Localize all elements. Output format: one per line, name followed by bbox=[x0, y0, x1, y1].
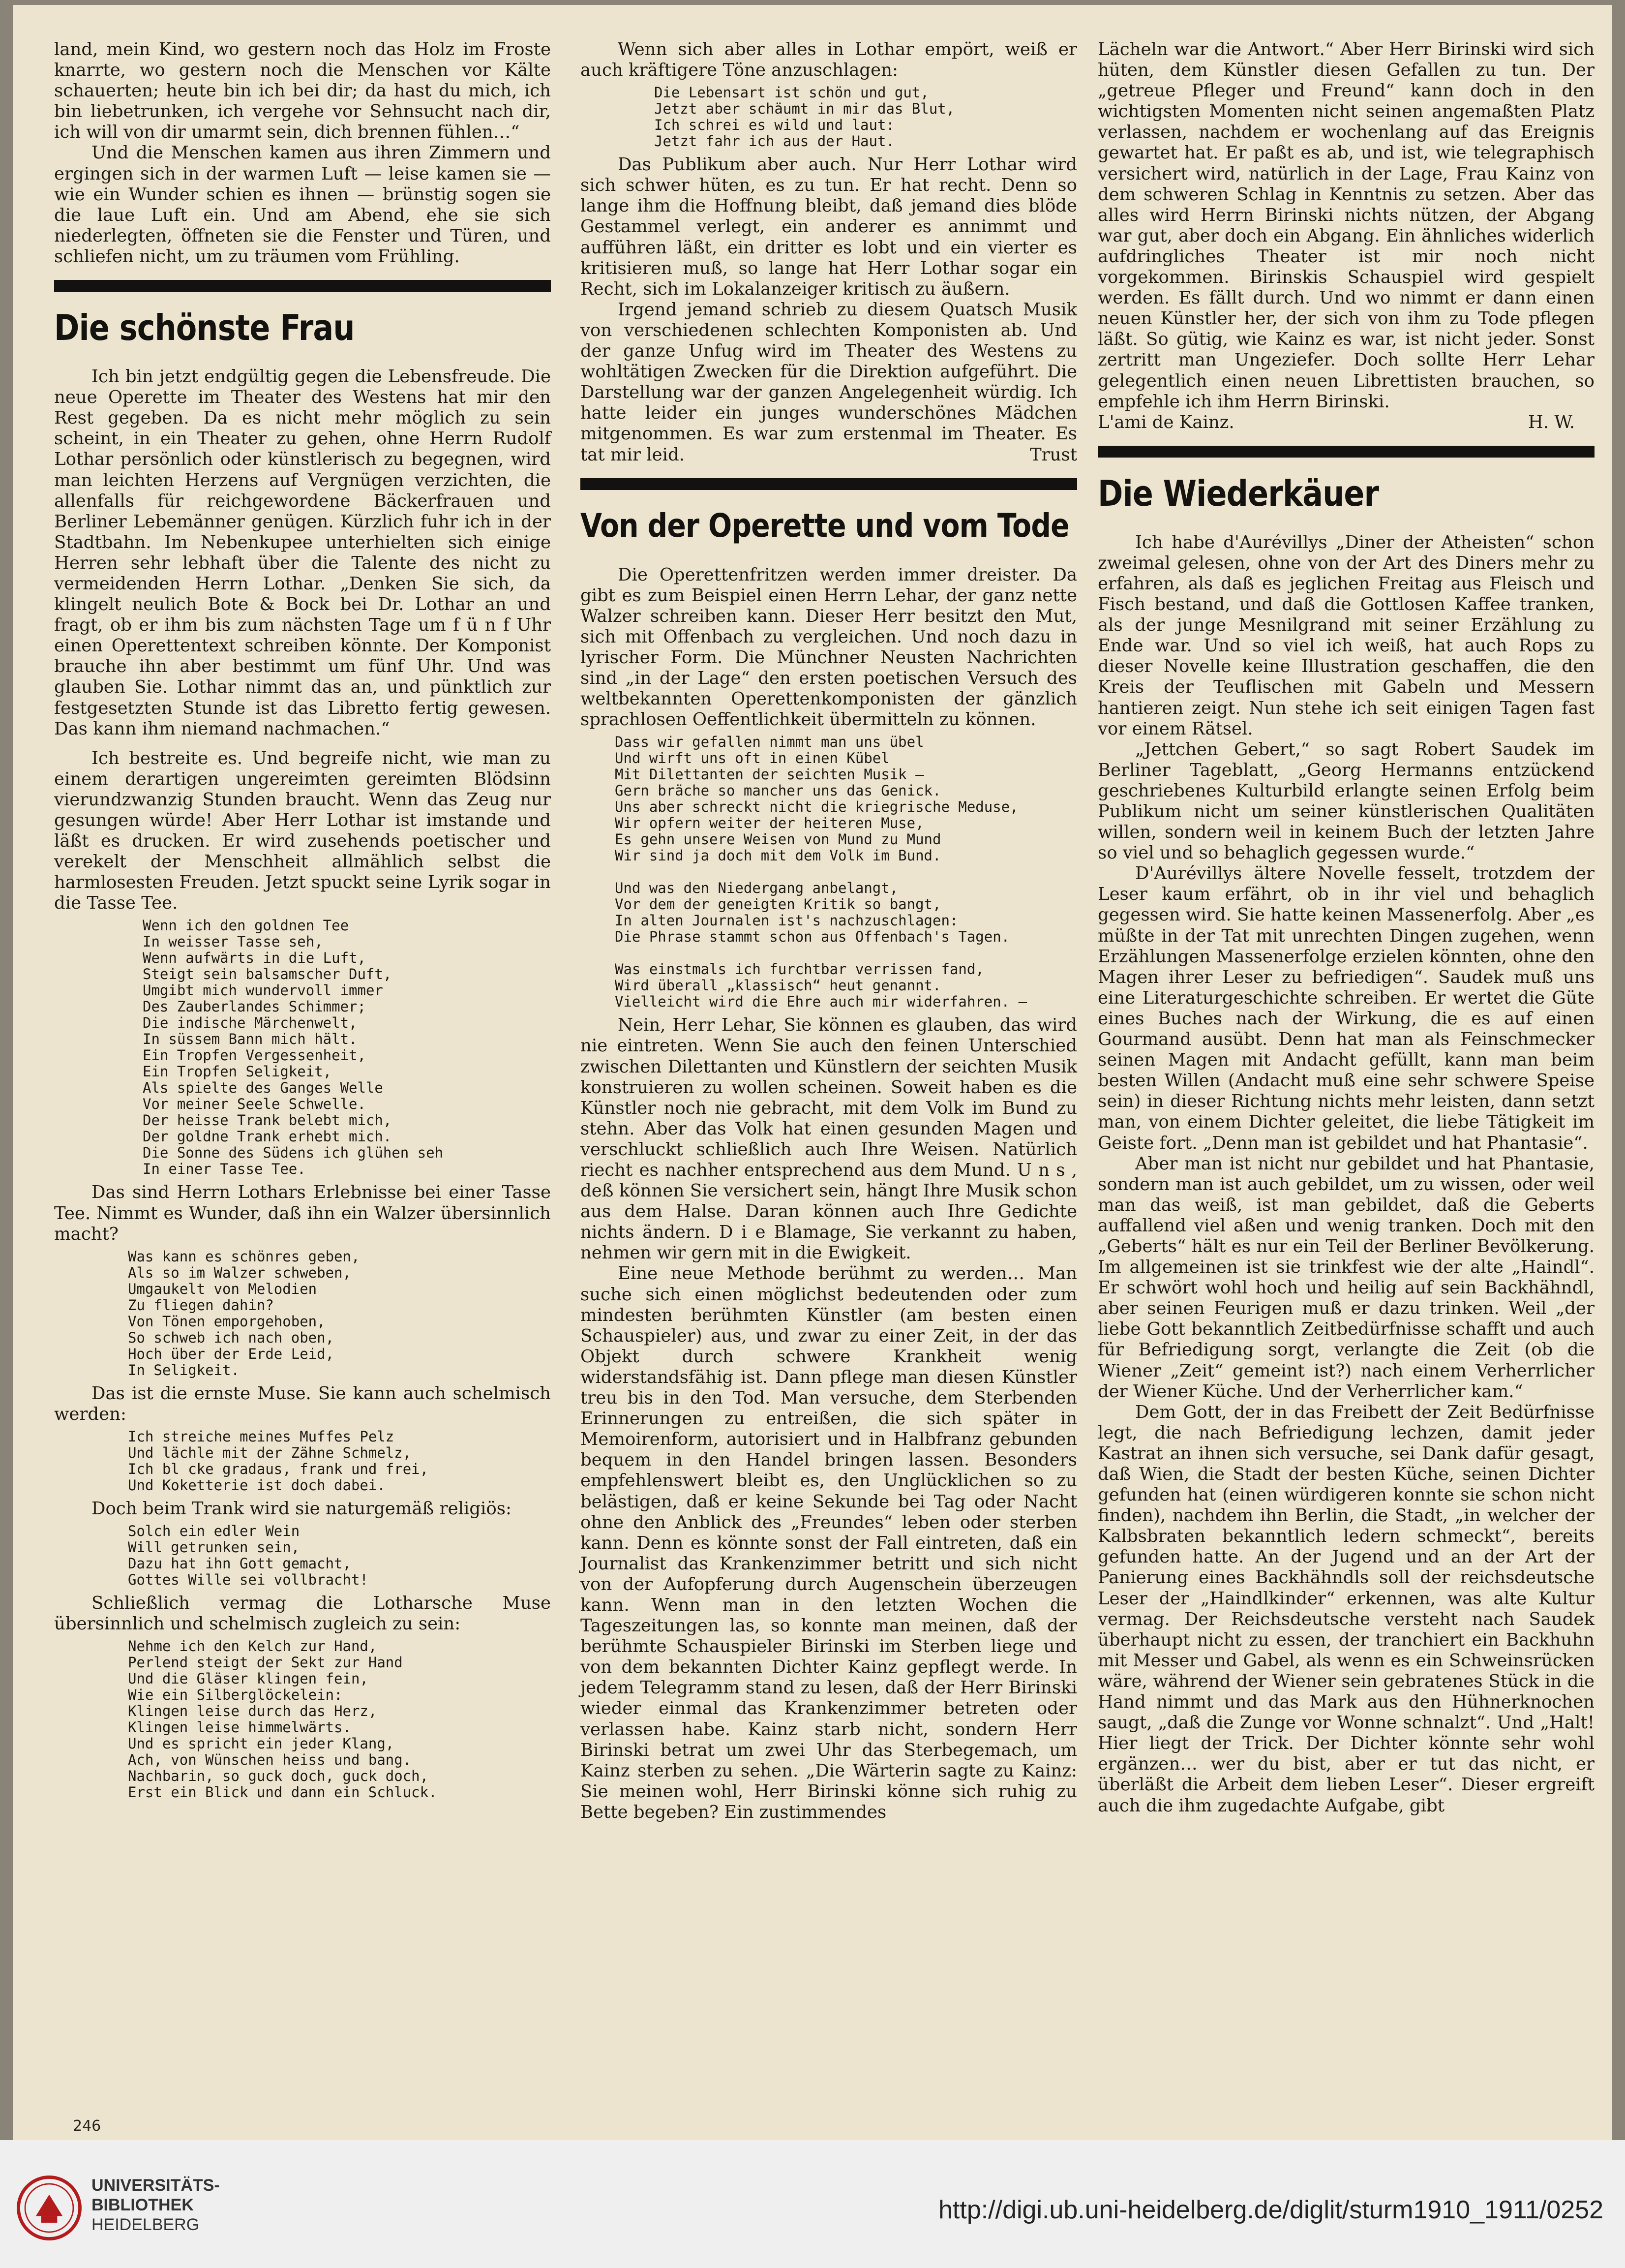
verse-line: Will getrunken sein, bbox=[128, 1539, 300, 1556]
body-paragraph: Eine neue Methode berühmt zu werden… Man suche sich einen möglichst bedeutenden oder zum mindesten berühmten Künstler (am besten einen Schauspieler) aus, und zwar zu einer Zeit, in der das Objekt durch schwere Krankheit wenig widerstandsfähig ist. Dann pflege man diesen Künstler treu bis in den Tod. Man versuche, dem Sterbenden Erinnerungen zu entreißen, die sich später in Memoirenform, autorisiert und in Halbfranz gebunden bequem in den Handel bringen lassen. Besonders empfehlenswert bleibt es, den Unglücklichen so zu belästigen, daß er keine Sekunde bei Tag oder Nacht ohne den Anblick des „Freundes“ leben oder sterben kann. Denn es könnte sonst der Fall eintreten, daß ein Journalist das Krankenzimmer betritt und sich nicht von der Aufopferung durch Augenschein überzeugen kann. Wenn man in den letzten Wochen die Tageszeitungen las, so konnte man meinen, daß der berühmte Schauspieler Birinski im Sterben liege und von dem bekannten Dichter Kainz gepflegt werde. In jedem Telegramm stand zu lesen, daß der Herr Birinski wieder einmal das Krankenzimmer betreten oder verlassen habe. Kainz starb nicht, sondern Herr Birinski betrat um zwei Uhr das Sterbegemach, um Kainz sterben zu sehen. „Die Wärterin sagte zu Kainz: Sie meinen wohl, Herr Birinski könne sich ruhig zu Bette begeben? Ein zustimmendes bbox=[580, 1263, 1077, 1822]
verse-lebensart bbox=[580, 85, 1077, 150]
verse-line: Die Lebensart ist schön und gut, bbox=[654, 84, 929, 101]
verse-line: Des Zauberlandes Schimmer; bbox=[143, 998, 366, 1015]
verse-line: Solch ein edler Wein bbox=[128, 1523, 300, 1540]
verse-line: Wenn aufwärts in die Luft, bbox=[143, 950, 366, 967]
verse-line: Ein Tropfen Seligkeit, bbox=[143, 1063, 332, 1080]
university-seal-icon bbox=[16, 2175, 83, 2241]
verse-muff bbox=[54, 1429, 551, 1494]
body-paragraph: Ich habe d'Aurévillys „Diner der Atheisten“ schon zweimal gelesen, ohne von der Art des Diners mehr zu erfahren, als daß es jeglichen Freitag aus Fleisch und Fisch bestand, und daß die Gottlosen Kaffee tranken, als der junge Mesnilgrand mit seiner Erzählung zu Ende war. Und so viel ich weiß, hat auch Rops zu dieser Novelle keine Illustration geschaffen, die den Kreis der Teuflischen mit Gabeln und Messern hantieren zeigt. Nun stehe ich seit einigen Tagen fast vor einem Rätsel. bbox=[1098, 532, 1595, 739]
verse-line: In einer Tasse Tee. bbox=[143, 1161, 306, 1178]
verse-line: Uns aber schreckt nicht die kriegrische Meduse, bbox=[615, 798, 1019, 816]
verse-wein bbox=[54, 1523, 551, 1588]
body-paragraph: Aber man ist nicht nur gebildet und hat Phantasie, sondern man ist auch gebildet, um zu wissen, oder weil man das weiß, ist man gebildet, daß die Geberts auffallend viel aßen und wenig tranken. Doch mit den „Geberts“ hält es nur ein Teil der Berliner Bevölkerung. Im allgemeinen ist sie trinkfest wie der alte „Haindl“. Er schwört wohl hoch und heilig auf sein Backhähndl, aber seinen Feurigen muß er dazu trinken. Weil „der liebe Gott bekanntlich Zeitbedürfnisse schafft und auch für Befriedigung sorgt, verlangte die Zeit (ob die Wiener „Zeit“ gemeint ist?) nach einem Verherrlicher der Wiener Küche. Und der Verherrlicher kam.“ bbox=[1098, 1153, 1595, 1402]
verse-line: Vor dem der geneigten Kritik so bangt, bbox=[615, 896, 941, 913]
signature-row bbox=[1098, 412, 1595, 433]
intro-paragraph: land, mein Kind, wo gestern noch das Holz im Froste knarrte, wo gestern noch die Menschen vor Kälte schauerten; heute bin ich bei dir; da hast du mich, ich bin liebetrunken, ich vergehe vor Sehnsucht nach dir, ich will von dir umarmt sein, dich brennen fühlen…“ bbox=[54, 39, 551, 143]
signature-right: H. W. bbox=[1528, 412, 1575, 432]
verse-line: Umgaukelt von Melodien bbox=[128, 1280, 317, 1297]
verse-line: Umgibt mich wundervoll immer bbox=[143, 982, 383, 999]
signature-left: L'ami de Kainz. bbox=[1098, 412, 1234, 432]
verse-line: Was einstmals ich furchtbar verrissen fand, bbox=[615, 961, 984, 978]
footer-bar bbox=[0, 2140, 1625, 2268]
page-number: 246 bbox=[73, 2117, 101, 2135]
verse-line: So schweb ich nach oben, bbox=[128, 1329, 334, 1346]
verse-line: Gern bräche so mancher uns das Genick. bbox=[615, 782, 941, 799]
verse-line: Der goldne Trank erhebt mich. bbox=[143, 1128, 392, 1145]
verse-line: Erst ein Blick und dann ein Schluck. bbox=[128, 1784, 437, 1801]
section-divider bbox=[54, 280, 551, 292]
verse-line: Wie ein Silberglöckelein: bbox=[128, 1686, 343, 1704]
body-paragraph: D'Aurévillys ältere Novelle fesselt, trotzdem der Leser kaum erfährt, ob in ihr viel und behaglich gegessen wird. Sie hatte keinen Massenerfolg. Aber „es müßte in der Tat mit unrechten Dingen zugehen, wenn Erzählungen Massenerfolge erzielen könnten, ohne den Magen ihrer Leser zu befriedigen“. Saudek muß uns eine Literaturgeschichte schreiben. Er wertet die Güte eines Buches nach der Wirkung, die es auf einen Gourmand ausübt. Denn hat man als Feinschmecker seinen Magen mit Andacht gefüllt, kann man beim besten Willen (Andacht muß eine sehr schwere Speise sein) in dieser Richtung nichts mehr leisten, dann setzt man, von einem Dichter geleitet, die liebe Tätigkeit im Geiste fort. „Denn man ist gebildet und hat Phantasie“. bbox=[1098, 863, 1595, 1153]
verse-line: Als spielte des Ganges Welle bbox=[143, 1079, 383, 1097]
article-headline-schoenste-frau: Die schönste Frau bbox=[54, 307, 355, 349]
verse-line: Nehme ich den Kelch zur Hand, bbox=[128, 1638, 377, 1655]
article-headline-operette: Von der Operette und vom Tode bbox=[580, 506, 1069, 545]
verse-line: Es gehn unsere Weisen von Mund zu Mund bbox=[615, 831, 941, 848]
verse-line: Hoch über der Erde Leid, bbox=[128, 1345, 334, 1362]
institution-line-3: HEIDELBERG bbox=[91, 2215, 200, 2234]
verse-line bbox=[615, 945, 1077, 961]
verse-line: Und Koketterie ist doch dabei. bbox=[128, 1476, 386, 1494]
verse-line: Klingen leise durch das Herz, bbox=[128, 1703, 377, 1720]
verse-line: Von Tönen emporgehoben, bbox=[128, 1313, 326, 1330]
body-paragraph: Das Publikum aber auch. Nur Herr Lothar wird sich schwer hüten, es zu tun. Er hat recht. Denn so lange ihm die Hoffnung bleibt, daß jemand dies blöde Gestammel verlegt, ein anderer es annimmt und aufführen läßt, ein dritter es lobt und ein vierter es kritisieren muß, so lange hat Herr Lothar sogar ein Recht, sich im Lokalanzeiger kritisch zu äußern. bbox=[580, 154, 1077, 299]
verse-line: Und die Gläser klingen fein, bbox=[128, 1670, 368, 1687]
body-paragraph: Doch beim Trank wird sie naturgemäß religiös: bbox=[91, 1498, 512, 1519]
verse-line: Perlend steigt der Sekt zur Hand bbox=[128, 1654, 403, 1671]
body-paragraph: Lächeln war die Antwort.“ Aber Herr Birinski wird sich hüten, dem Künstler diesen Gefallen zu tun. Der „getreue Pfleger und Freund“ kann doch in den wichtigsten Momenten nicht seinen angemaßten Platz verlassen, nachdem er wochenlang auf das Ereignis gewartet hat. Er paßt es ab, und ist, wie telegraphisch versichert wird, natürlich in der Lage, Frau Kainz von dem schweren Schlag in Kenntnis zu setzen. Aber das alles wird Herrn Birinski nichts nützen, der Abgang war gut, aber doch ein Abgang. Ein ähnliches widerlich aufdringliches Theater ist mir noch nicht vorgekommen. Birinskis Schauspiel wird gespielt werden. Es fällt durch. Und wo nimmt er dann einen neuen Künstler her, der sich von ihm zu Tode pflegen läßt. So gütig, wie Kainz es war, ist nicht jeder. Sonst zertritt man Ungeziefer. Doch sollte Herr Lehar gelegentlich einen neuen Librettisten brauchen, so empfehle ich ihm Herrn Birinski. bbox=[1098, 39, 1595, 412]
body-paragraph: Das ist die ernste Muse. Sie kann auch schelmisch werden: bbox=[54, 1383, 551, 1424]
verse-line: Ich streiche meines Muffes Pelz bbox=[128, 1428, 394, 1445]
institution-line-1: UNIVERSITÄTS- bbox=[91, 2176, 220, 2195]
verse-line: Ich bl cke gradaus, frank und frei, bbox=[128, 1460, 429, 1477]
verse-line: Zu fliegen dahin? bbox=[128, 1296, 274, 1314]
paragraph-text: Irgend jemand schrieb zu diesem Quatsch Musik von verschiedenen schlechten Komponisten ab. Und der ganze Unfug wird im Theater des Westens zu wohltätigen Zwecken für die Direktion aufgeführt. Die Darstellung war der ganzen Angelegenheit würdig. Ich hatte leider ein junges wunderschönes Mädchen mitgenommen. Es war zum erstenmal im Theater. Es tat mir leid. bbox=[580, 299, 1077, 465]
verse-line: Die Sonne des Südens ich glühen seh bbox=[143, 1144, 444, 1162]
verse-line: Als so im Walzer schweben, bbox=[128, 1264, 351, 1281]
verse-line: Klingen leise himmelwärts. bbox=[128, 1719, 351, 1736]
verse-line: Die Phrase stammt schon aus Offenbach's Tagen. bbox=[615, 928, 1010, 946]
article-headline-wiederkaeuer: Die Wiederkäuer bbox=[1098, 472, 1379, 514]
verse-line: Die indische Märchenwelt, bbox=[143, 1014, 358, 1032]
verse-tea bbox=[54, 918, 551, 1177]
verse-line: In Seligkeit. bbox=[128, 1361, 240, 1379]
verse-line: Gottes Wille sei vollbracht! bbox=[128, 1571, 368, 1589]
column-3 bbox=[1098, 39, 1595, 1816]
body-paragraph: Ich bestreite es. Und begreife nicht, wie man zu einem derartigen ungereimten gereimten Blödsinn vierundzwanzig Stunden braucht. Wenn das Zeug nur gesungen würde! Aber Herr Lothar ist imstande und läßt es drucken. Er wird zusehends poetischer und verekelt der Menschheit allmählich selbst die harmlosesten Freuden. Jetzt spuckt seine Lyrik sogar in die Tasse Tee. bbox=[54, 748, 551, 914]
body-paragraph: Die Operettenfritzen werden immer dreister. Da gibt es zum Beispiel einen Herrn Lehar, der ganz nette Walzer schreiben kann. Dieser Herr besitzt den Mut, sich mit Offenbach zu vergleichen. Und noch dazu in lyrischer Form. Die Münchner Neusten Nachrichten sind „in der Lage“ den ersten poetischen Versuch des weltbekannten Operettenkomponisten der gänzlich sprachlosen Oeffentlichkeit übermitteln zu können. bbox=[580, 564, 1077, 730]
verse-line: Nachbarin, so guck doch, guck doch, bbox=[128, 1768, 429, 1785]
section-divider bbox=[580, 478, 1077, 490]
verse-line: Mit Dilettanten der seichten Musik — bbox=[615, 766, 924, 783]
verse-line: Vielleicht wird die Ehre auch mir widerfahren. — bbox=[615, 993, 1027, 1011]
body-paragraph: Ich bin jetzt endgültig gegen die Lebensfreude. Die neue Operette im Theater des Westens hat mir den Rest gegeben. Da es nicht mehr möglich zu sein scheint, in ein Theater zu gehen, ohne Herrn Rudolf Lothar persönlich oder künstlerisch zu begegnen, wird man leichten Herzens auf Vergnügen verzichten, die allenfalls für reichgewordene Bäckerfrauen und Berliner Lebemänner genügen. Kürzlich fuhr ich in der Stadtbahn. Im Nebenkupee unterhielten sich einige Herren sehr lebhaft über die Talente des nicht zu vermeidenden Herrn Lothar. „Denken Sie sich, da klingelt neulich Bote & Bock bei Dr. Lothar an und fragt, ob er ihm bis zum nächsten Tage um f ü n f Uhr einen Operettentext schreiben könnte. Der Komponist brauche ihn aber bestimmt um fünf Uhr. Und was glauben Sie. Lothar nimmt das an, und pünktlich zur festgesetzten Stunde ist das Libretto fertig gewesen. Das kann ihm niemand nachmachen.“ bbox=[54, 367, 551, 739]
body-paragraph: „Jettchen Gebert,“ so sagt Robert Saudek im Berliner Tageblatt, „Georg Hermanns entzückend geschriebenes Kulturbild erlangte seinen Erfolg beim Publikum nicht um seiner künstlerischen Qualitäten willen, sondern weil in keinem Buch der letzten Jahre so viel und so behaglich gegessen wurde.“ bbox=[1098, 739, 1595, 863]
body-paragraph: Nein, Herr Lehar, Sie können es glauben, das wird nie eintreten. Wenn Sie auch den feinen Unterschied zwischen Dilettanten und Künstlern der seichten Musik konstruieren zu wollen scheinen. Soweit haben es die Künstler noch nie gebracht, mit dem Volk im Bund zu stehn. Aber das Volk hat einen gesunden Magen und verschluckt schließlich auch Ihre Weisen. Natürlich riecht es nachher entsprechend aus dem Mund. U n s , deß können Sie versichert sein, hängt Ihre Musik schon aus dem Halse. Daran können auch Ihre Gedichte nichts ändern. D i e Blamage, Sie verkannt zu haben, nehmen wir gern mit in die Ewigkeit. bbox=[580, 1015, 1077, 1263]
verse-line: Wir sind ja doch mit dem Volk im Bund. bbox=[615, 847, 941, 864]
verse-line: Wir opfern weiter der heiteren Muse, bbox=[615, 815, 924, 832]
verse-line: Und was den Niedergang anbelangt, bbox=[615, 880, 899, 897]
intro-paragraph-2: Und die Menschen kamen aus ihren Zimmern und ergingen sich in der warmen Luft — leise kamen sie — wie ein Wunder schien es ihnen — brünstig sogen sie die laue Luft ein. Und am Abend, ehe sie sich niederlegten, öffneten sie die Fenster und Türen, und schliefen nicht, um zu träumen vom Frühling. bbox=[54, 143, 551, 267]
verse-line: In süssem Bann mich hält. bbox=[143, 1031, 358, 1048]
column-2 bbox=[580, 39, 1077, 1823]
verse-kelch bbox=[54, 1638, 551, 1801]
verse-line: Wird überall „klassisch“ heut genannt. bbox=[615, 977, 941, 994]
verse-line: Was kann es schönres geben, bbox=[128, 1248, 360, 1265]
verse-line: Ich schrei es wild und laut: bbox=[654, 117, 895, 134]
verse-line: In weisser Tasse seh, bbox=[143, 933, 323, 950]
body-paragraph: Dem Gott, der in das Freibett der Zeit Bedürfnisse legt, die nach Befriedigung lechzen, damit jeder Kastrat an ihnen sich versuche, sei Dank dafür gesagt, daß Wien, die Stadt der besten Küche, seinen Dichter gefunden hat (einen würdigeren konnte sie schon nicht finden), nachdem ihn Berlin, die Stadt, „in welcher der Kalbsbraten bekanntlich ledern schmeckt“, bereits gefunden hatte. An der Jugend und an der Art der Panierung eines Backhähndls soll der reichsdeutsche Leser der „Haindlkinder“ erkennen, was alte Kultur vermag. Der Reichsdeutsche versteht nach Saudek überhaupt nicht zu essen, der tranchiert ein Backhuhn mit Messer und Gabel, als wenn es ein Schweinsrücken wäre, während der Wiener sein gebratenes Stück in die Hand nimmt und das Mark aus den Hühnerknochen saugt, „daß die Zunge vor Wonne schnalzt“. Und „Halt! Hier liegt der Trick. Der Dichter könnte sehr wohl ergänzen… wer du bist, aber er tut das nicht, er überläßt die Arbeit dem lieben Leser“. Dieser ergreift auch die ihm zugedachte Aufgabe, gibt bbox=[1098, 1402, 1595, 1816]
verse-line bbox=[615, 864, 1077, 880]
verse-line: Und es spricht ein jeder Klang, bbox=[128, 1735, 394, 1752]
verse-line: Wenn ich den goldnen Tee bbox=[143, 917, 349, 934]
verse-line: Dazu hat ihn Gott gemacht, bbox=[128, 1555, 351, 1572]
body-paragraph: Das sind Herrn Lothars Erlebnisse bei einer Tasse Tee. Nimmt es Wunder, daß ihn ein Walzer übersinnlich macht? bbox=[54, 1182, 551, 1244]
column-1 bbox=[54, 39, 551, 1806]
verse-line: In alten Journalen ist's nachzuschlagen: bbox=[615, 912, 959, 929]
verse-line: Jetzt fahr ich aus der Haut. bbox=[654, 133, 895, 150]
verse-line: Der heisse Trank belebt mich, bbox=[143, 1112, 392, 1129]
source-url-link[interactable]: http://digi.ub.uni-heidelberg.de/diglit/sturm1910_1911/0252 bbox=[938, 2196, 1603, 2224]
verse-line: Steigt sein balsamscher Duft, bbox=[143, 966, 392, 983]
body-paragraph bbox=[580, 300, 1077, 465]
verse-walzer bbox=[54, 1249, 551, 1379]
newspaper-page bbox=[13, 5, 1612, 2140]
verse-line: Und wirft uns oft in einen Kübel bbox=[615, 750, 890, 767]
institution-line-2: BIBLIOTHEK bbox=[91, 2196, 194, 2214]
verse-line: Ein Tropfen Vergessenheit, bbox=[143, 1047, 366, 1064]
institution-name[interactable] bbox=[91, 2176, 220, 2235]
body-paragraph: Schließlich vermag die Lotharsche Muse übersinnlich und schelmisch zugleich zu sein: bbox=[54, 1593, 551, 1634]
verse-line: Jetzt aber schäumt in mir das Blut, bbox=[654, 100, 955, 118]
body-paragraph: Wenn sich aber alles in Lothar empört, weiß er auch kräftigere Töne anzuschlagen: bbox=[580, 39, 1077, 81]
verse-lehar bbox=[580, 734, 1077, 1010]
verse-line: Ach, von Wünschen heiss und bang. bbox=[128, 1751, 412, 1769]
author-signature: Trust bbox=[1030, 444, 1077, 465]
verse-line: Vor meiner Seele Schwelle. bbox=[143, 1096, 366, 1113]
section-divider bbox=[1098, 446, 1595, 458]
verse-line: Und lächle mit der Zähne Schmelz, bbox=[128, 1444, 412, 1461]
verse-line: Dass wir gefallen nimmt man uns übel bbox=[615, 734, 924, 751]
